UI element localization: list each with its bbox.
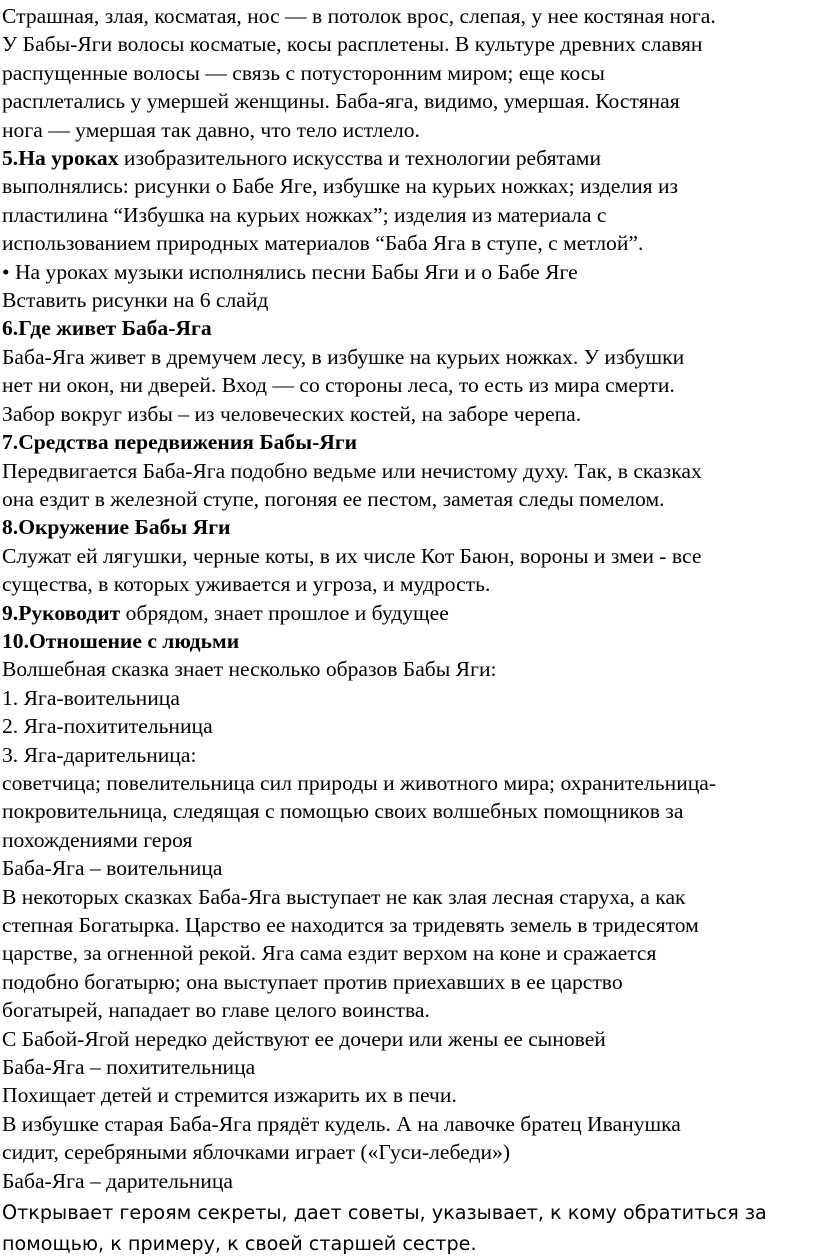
text-line — [2, 172, 816, 200]
line-text: Служат ей лягушки, черные коты, в их числе Кот Баюн, вороны и змеи - все — [2, 543, 702, 568]
text-line — [2, 485, 816, 513]
text-line — [2, 258, 816, 286]
bold-lead: 6.Где живет Баба-Яга — [2, 316, 212, 341]
heading-line — [2, 144, 816, 172]
line-text: Забор вокруг избы – из человеческих костей, на заборе черепа. — [2, 401, 582, 426]
line-text: Баба-Яга живет в дремучем лесу, в избушке на курьих ножках. У избушки — [2, 344, 685, 369]
text-line — [2, 797, 816, 825]
text-line — [2, 883, 816, 911]
bold-lead: 10.Отношение с людьми — [2, 628, 240, 653]
line-text: 3. Яга-дарительница: — [2, 742, 197, 767]
text-line — [2, 741, 816, 769]
bold-lead: 5.На уроках — [2, 146, 119, 171]
text-line — [2, 1081, 816, 1109]
line-text: У Бабы-Яги волосы косматые, косы расплетены. В культуре древних славян — [2, 32, 703, 57]
line-text: обрядом, знает прошлое и будущее — [120, 600, 449, 625]
text-line — [2, 684, 816, 712]
line-text: похождениями героя — [2, 827, 193, 852]
line-text: расплетались у умершей женщины. Баба-яга, видимо, умершая. Костяная — [2, 89, 680, 114]
line-text: выполнялись: рисунки о Бабе Яге, избушке на курьих ножках; изделия из — [2, 174, 679, 199]
text-line — [2, 371, 816, 399]
line-text: степная Богатырка. Царство ее находится за тридевять земель в тридесятом — [2, 913, 699, 937]
heading-line — [2, 599, 816, 627]
text-line — [2, 1138, 816, 1166]
line-text: советчица; повелительница сил природы и животного мира; охранительница- — [2, 770, 717, 795]
line-text: сидит, серебряными яблочками играет («Гуси-лебеди») — [2, 1140, 511, 1165]
text-line — [2, 854, 816, 882]
text-line — [2, 30, 816, 58]
line-text: покровительница, следящая с помощью своих волшебных помощников за — [2, 799, 684, 824]
line-text: В избушке старая Баба-Яга прядёт кудель. А на лавочке братец Иванушка — [2, 1111, 681, 1136]
text-line — [2, 2, 816, 30]
line-text: 1. Яга-воительница — [2, 685, 180, 710]
text-line — [2, 201, 816, 229]
line-text: использованием природных материалов “Баба Яга в ступе, с метлой”. — [2, 231, 644, 256]
text-line — [2, 400, 816, 428]
heading-line — [2, 428, 816, 456]
line-text: В некоторых сказках Баба-Яга выступает не как злая лесная старуха, а как — [2, 884, 686, 909]
bold-lead: 7.Средства передвижения Бабы-Яги — [2, 430, 358, 455]
text-line — [2, 87, 816, 115]
line-text: она ездит в железной ступе, погоняя ее пестом, заметая следы помелом. — [2, 486, 665, 511]
line-text: подобно богатырю; она выступает против приехавших в ее царство — [2, 969, 623, 994]
line-text: распущенные волосы — связь с потусторонним миром; еще косы — [2, 60, 605, 85]
text-line — [2, 655, 816, 683]
sans-text-line: Открывает героям секреты, дает советы, указывает, к кому обратиться за — [2, 1201, 767, 1225]
text-line — [2, 343, 816, 371]
line-text: Страшная, злая, косматая, нос — в потолок врос, слепая, у нее костяная нога. — [2, 4, 716, 28]
heading-line — [2, 627, 816, 655]
text-line — [2, 1025, 816, 1053]
line-text: изобразительного искусства и технологии ребятами — [118, 146, 602, 171]
line-text: • На уроках музыки исполнялись песни Бабы Яги и о Бабе Яге — [2, 259, 578, 284]
line-text: нога — умершая так давно, что тело истлело. — [2, 117, 420, 142]
line-text: Передвигается Баба-Яга подобно ведьме или нечистому духу. Так, в сказках — [2, 458, 702, 483]
sans-text-line: помощью, к примеру, к своей старшей сестре. — [2, 1232, 477, 1256]
text-line — [2, 1167, 816, 1195]
text-line — [2, 286, 816, 314]
text-line — [2, 116, 816, 144]
line-text: 2. Яга-похитительница — [2, 714, 213, 739]
text-line — [2, 1053, 816, 1081]
text-line — [2, 826, 816, 854]
text-line — [2, 968, 816, 996]
line-text: пластилина “Избушка на курьих ножках”; изделия из материала с — [2, 202, 607, 227]
text-line — [2, 996, 816, 1024]
bold-lead: 8.Окружение Бабы Яги — [2, 515, 231, 540]
line-text: Баба-Яга – воительница — [2, 856, 223, 881]
line-text: Вставить рисунки на 6 слайд — [2, 288, 269, 313]
line-text: Волшебная сказка знает несколько образов Бабы Яги: — [2, 657, 497, 682]
line-text: богатырей, нападает во главе целого воинства. — [2, 998, 430, 1023]
text-line — [2, 542, 816, 570]
text-line — [2, 939, 816, 967]
text-line — [2, 457, 816, 485]
heading-line — [2, 513, 816, 541]
line-text: С Бабой-Ягой нередко действуют ее дочери или жены ее сыновей — [2, 1026, 606, 1051]
text-line — [2, 712, 816, 740]
text-line — [2, 911, 816, 939]
text-line — [2, 229, 816, 257]
bold-lead: 9.Руководит — [2, 600, 121, 625]
text-line — [2, 1110, 816, 1138]
line-text: нет ни окон, ни дверей. Вход — со стороны леса, то есть из мира смерти. — [2, 373, 675, 398]
text-line — [2, 570, 816, 598]
heading-line — [2, 314, 816, 342]
text-line — [2, 769, 816, 797]
text-line — [2, 59, 816, 87]
line-text: Баба-Яга – похитительница — [2, 1055, 256, 1080]
line-text: царстве, за огненной рекой. Яга сама ездит верхом на коне и сражается — [2, 941, 657, 966]
line-text: Похищает детей и стремится изжарить их в печи. — [2, 1083, 457, 1108]
line-text: Баба-Яга – дарительница — [2, 1168, 234, 1193]
line-text: существа, в которых уживается и угроза, и мудрость. — [2, 572, 491, 597]
